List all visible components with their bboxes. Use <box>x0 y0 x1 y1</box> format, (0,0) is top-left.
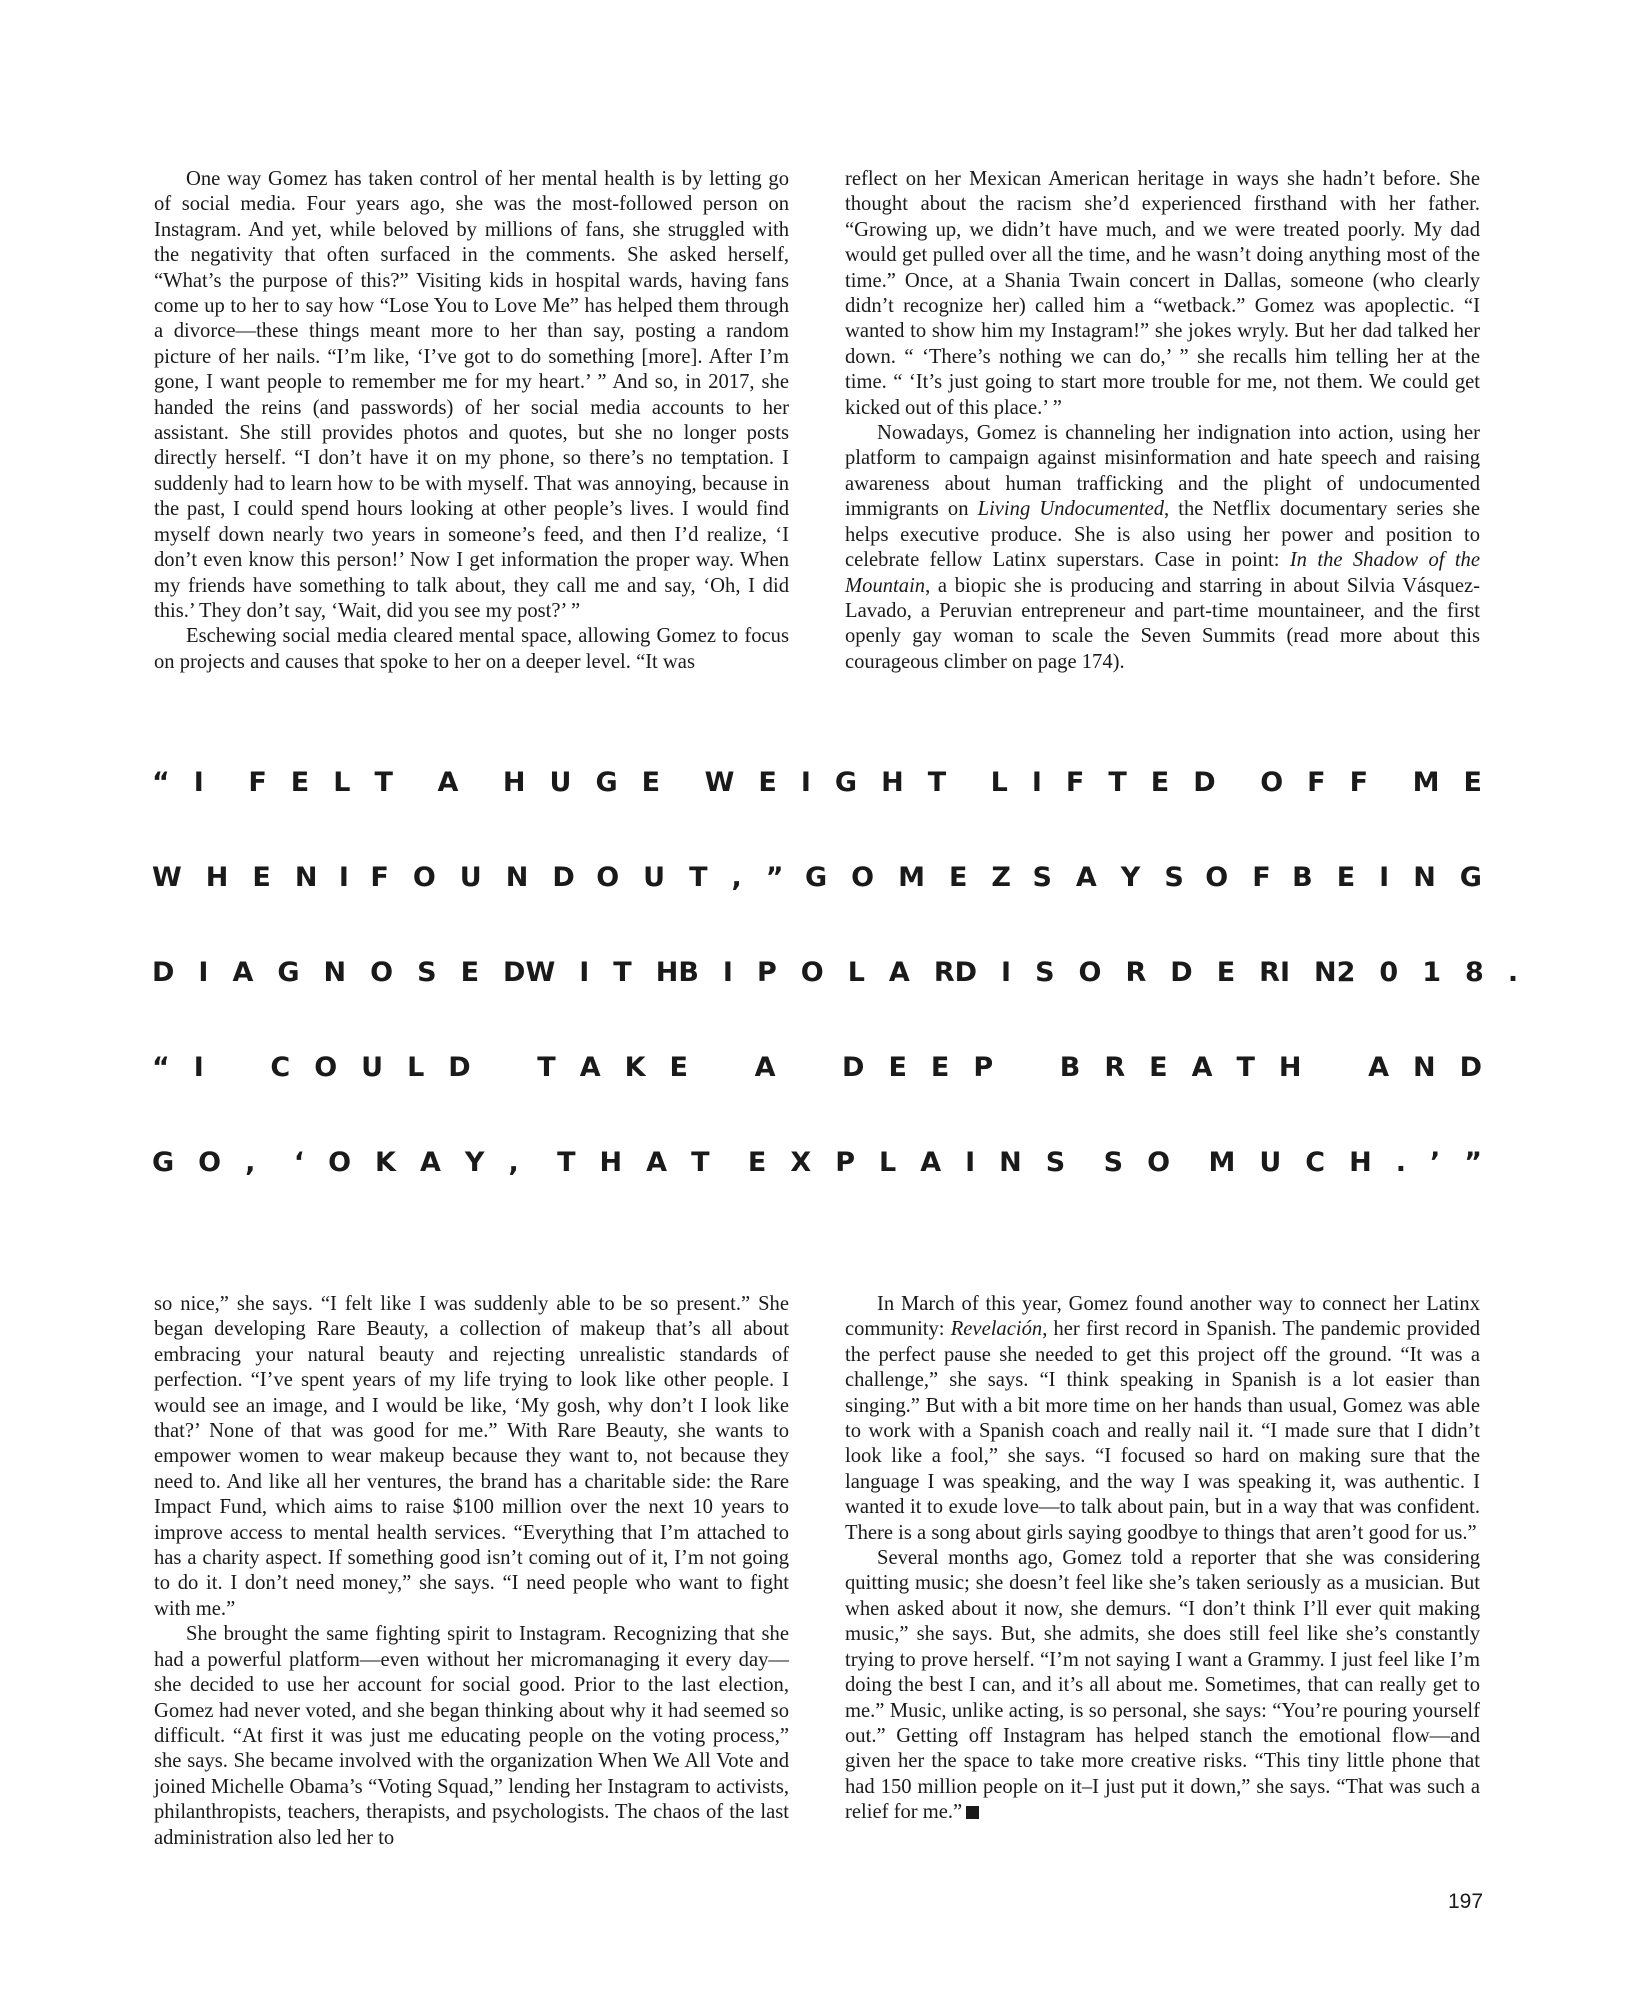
pull-quote-word: O F <box>1205 862 1271 893</box>
column-top-right <box>845 167 1480 675</box>
text-run: , a biopic she is producing and starring in about Silvia Vásquez-Lavado, a Peruvian entrepreneur and part-time mountaineer, and the first openly gay woman to scale the Seven Summits (read more about this courageous climber on page 174). <box>845 574 1480 673</box>
pull-quote-word: H U G E <box>502 767 661 798</box>
pull-quote-word: “ I <box>152 767 204 798</box>
italic-title: Revelación <box>950 1318 1043 1341</box>
pull-quote-word: 2 0 1 8 . <box>1336 957 1519 988</box>
column-bottom-left <box>154 1292 789 1851</box>
pull-quote-word: ‘ O K A Y , <box>293 1147 519 1178</box>
pull-quote-word: A <box>754 1052 776 1083</box>
paragraph <box>845 421 1480 675</box>
pull-quote-word: W E I G H T <box>704 767 947 798</box>
pull-quote-word: F O U N D <box>370 862 575 893</box>
pull-quote-word: D E E P <box>842 1052 994 1083</box>
pull-quote-word: B E I N G <box>1292 862 1482 893</box>
text-run: In March of this year, Gomez found another way to connect her Latinx community: <box>845 1293 1480 1341</box>
pull-quote-word: S A Y S <box>1032 862 1184 893</box>
pull-quote-word: C O U L D <box>270 1052 471 1083</box>
pull-quote-word: D I S O R D E R <box>954 957 1280 988</box>
italic-title: In the Shadow of the Mountain <box>845 549 1480 597</box>
column-bottom-right <box>845 1292 1480 1826</box>
pull-quote-word: S O <box>1103 1147 1171 1178</box>
text-run: , her first record in Spanish. The pandemic provided the perfect pause she needed to get this project off the ground. “It was a challenge,” she says. “I think speaking in Spanish is a lot easier than singing.” But with a bit more time on her hands than usual, Gomez was able to work with a Spanish coach and really nail it. “I made sure that I didn’t look like a fool,” she says. “I focused so hard on making sure that the language I was speaking, and the way I was speaking it, was authentic. I wanted it to exude love—to talk about pain, but in a way that was confident. There is a song about girls saying goodbye to things that aren’t good for us.” <box>845 1318 1480 1544</box>
pull-quote-word: O U T , ” <box>596 862 784 893</box>
paragraph <box>845 1292 1480 1546</box>
pull-quote-word: W I T H <box>525 957 679 988</box>
pull-quote-word: I N <box>1279 957 1337 988</box>
italic-title: Living Undocumented <box>977 498 1165 521</box>
paragraph: One way Gomez has taken control of her mental health is by letting go of social media. Four years ago, she was the most-followed person on Instagram. And yet, while beloved by millions of fans, she struggled with the negativity that often surfaced in the comments. She asked herself, “What’s the purpose of this?” Visiting kids in hospital wards, having fans come up to her to say how “Lose You to Love Me” has helped them through a divorce—these things meant more to her than say, posting a random picture of her nails. “I’m like, ‘I’ve got to do something [more]. After I’m gone, I want people to remember me for my heart.’ ” And so, in 2017, she handed the reins (and passwords) of her social media accounts to her assistant. She still provides photos and quotes, but she no longer posts directly herself. “I don’t have it on my phone, so there’s no temptation. I suddenly had to learn how to be with myself. That was annoying, because in the past, I could spend hours looking at other people’s lives. I would find myself down nearly two years in someone’s feed, and then I’d realize, ‘I don’t even know this person!’ Now I get information the proper way. When my friends have something to talk about, they call me and say, ‘Oh, I did this.’ They don’t say, ‘Wait, did you see my post?’ ” <box>154 168 789 622</box>
paragraph: so nice,” she says. “I felt like I was suddenly able to be so present.” She began developing Rare Beauty, a collection of makeup that’s all about embracing your natural beauty and rejecting unrealistic standards of perfection. “I’ve spent years of my life trying to look like other people. I would see an image, and I would be like, ‘My gosh, why don’t I look like that?’ None of that was good for me.” With Rare Beauty, she wants to empower women to wear makeup because they want to, not because they need to. And like all her ventures, the brand has a charitable side: the Rare Impact Fund, which aims to raise $100 million over the next 10 years to improve access to mental health services. “Everything that I’m attached to has a charity aspect. If something good isn’t coming out of it, I’m not going to do it. I don’t need money,” she says. “I need people who want to fight with me.” <box>154 1293 789 1620</box>
pull-quote-word: D I A G N O S E D <box>152 957 526 988</box>
paragraph: She brought the same fighting spirit to Instagram. Recognizing that she had a powerful platform—even without her micromanaging it every day—she decided to use her account for social good. Prior to the last election, Gomez had never voted, and she began thinking about why it had seemed so difficult. “At first it was just me educating people on the voting process,” she says. She became involved with the organization When We All Vote and joined Michelle Obama’s “Voting Squad,” lending her Instagram to activists, philanthropists, teachers, therapists, and psychologists. The chaos of the last administration also led her to <box>154 1623 789 1849</box>
page-number: 197 <box>1448 1890 1484 1913</box>
pull-quote-line <box>152 863 1482 958</box>
pull-quote-word: T H A T <box>557 1147 710 1178</box>
pull-quote-word: T A K E <box>537 1052 688 1083</box>
pull-quote-word: L I F T E D <box>990 767 1216 798</box>
pull-quote-word: E X P L A I N S <box>747 1147 1066 1178</box>
pull-quote-line <box>152 957 1519 1053</box>
pull-quote-word: G O M E Z <box>804 862 1011 893</box>
pull-quote-word: “ I <box>152 1052 204 1083</box>
pull-quote-word: A <box>437 767 459 798</box>
pull-quote-word: F E L T <box>248 767 393 798</box>
text-run: Nowadays, Gomez is channeling her indignation into action, using her platform to campaign against misinformation and hate speech and raising awareness about human trafficking and the plight of undocumented immigrants on <box>845 422 1480 521</box>
paragraph: Eschewing social media cleared mental space, allowing Gomez to focus on projects and causes that spoke to her on a deeper level. “It was <box>154 625 789 673</box>
pull-quote-line <box>152 1053 1482 1148</box>
pull-quote-word: I <box>338 862 349 893</box>
pull-quote-word: G O , <box>152 1147 256 1178</box>
pull-quote-word: M U C H . ’ ” <box>1208 1147 1482 1178</box>
end-mark-icon <box>966 1806 979 1819</box>
column-top-left <box>154 167 789 675</box>
text-run: Several months ago, Gomez told a reporter that she was considering quitting music; she doesn’t feel like she’s taken seriously as a musician. But when asked about it now, she demurs. “I don’t think I’ll ever quit making music,” she says. But, she admits, she does still feel like she’s constantly trying to prove herself. “I’m not saying I want a Grammy. I just feel like I’m doing the best I can, and it’s all about me. Sometimes, that can really get to me.” Music, unlike acting, is so personal, she says: “You’re pouring yourself out.” Getting off Instagram has helped stanch the emotional flow—and given her the space to take more creative risks. “This tiny little phone that had 150 million people on it–I just put it down,” she says. “That was such a relief for me.” <box>845 1547 1480 1824</box>
pull-quote <box>152 767 1519 1243</box>
pull-quote-word: B R E A T H <box>1059 1052 1302 1083</box>
pull-quote-word: B I P O L A R <box>678 957 955 988</box>
pull-quote-word: W H E N <box>152 862 318 893</box>
paragraph: reflect on her Mexican American heritage in ways she hadn’t before. She thought about the racism she’d experienced firsthand with her father. “Growing up, we didn’t have much, and we were treated poorly. My dad would get pulled over all the time, and he wasn’t doing anything most of the time.” Once, at a Shania Twain concert in Dallas, someone (who clearly didn’t recognize her) called him a “wetback.” Gomez was apoplectic. “I wanted to show him my Instagram!” she jokes wryly. But her dad talked her down. “ ‘There’s nothing we can do,’ ” she recalls him telling her at the time. “ ‘It’s just going to start more trouble for me, not them. We could get kicked out of this place.’ ” <box>845 168 1480 419</box>
pull-quote-word: A N D <box>1368 1052 1482 1083</box>
text-run: , the Netflix documentary series she helps executive produce. She is also using her power and position to celebrate fellow Latinx superstars. Case in point: <box>845 498 1480 572</box>
pull-quote-word: O F F <box>1260 767 1369 798</box>
pull-quote-word: M E <box>1412 767 1482 798</box>
pull-quote-line <box>152 768 1482 863</box>
pull-quote-line <box>152 1148 1482 1243</box>
paragraph <box>845 1546 1480 1825</box>
